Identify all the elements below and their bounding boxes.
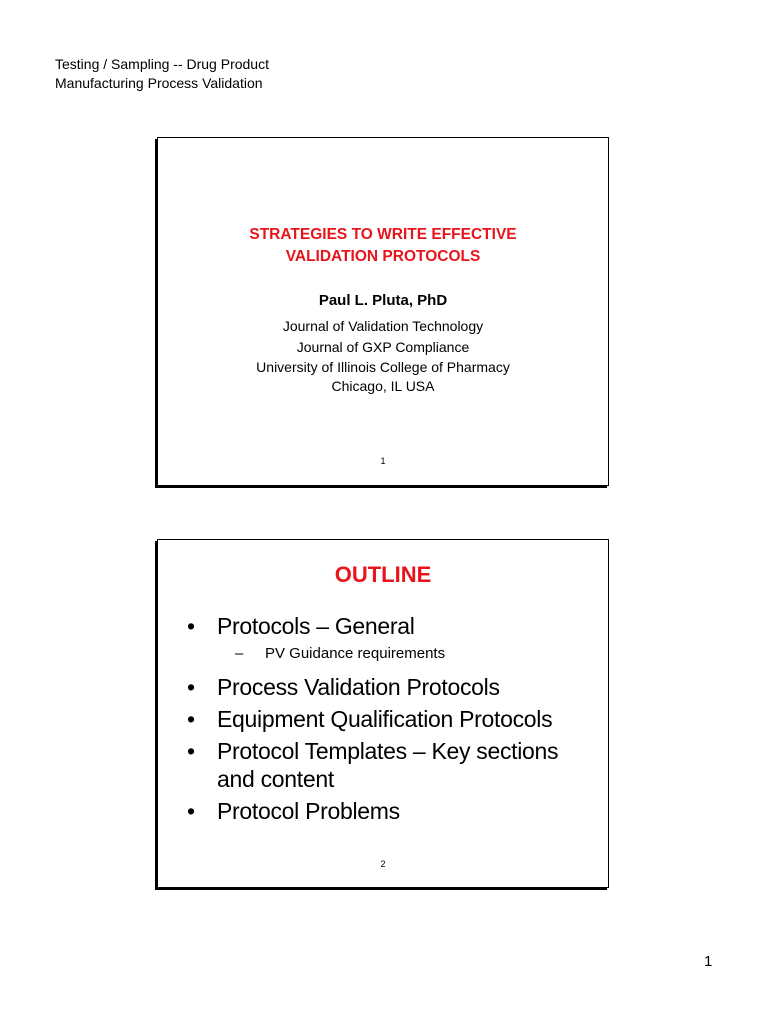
outline-subitem <box>185 645 595 663</box>
document-header <box>55 55 269 93</box>
outline-item <box>185 705 595 733</box>
bullet-icon: • <box>187 674 195 700</box>
outline-list <box>185 612 595 825</box>
header-line-1: Testing / Sampling -- Drug Product <box>55 56 269 72</box>
outline-item-text: Process Validation Protocols <box>217 674 500 700</box>
affiliation-line: Journal of GXP Compliance <box>296 339 470 355</box>
slide-1-number: 1 <box>380 456 386 466</box>
slide-1-author: Paul L. Pluta, PhD <box>318 292 448 309</box>
page-number: 1 <box>704 953 713 970</box>
bullet-icon: • <box>187 706 195 732</box>
outline-item-text: Protocols – General <box>217 613 415 639</box>
affiliation-line: Journal of Validation Technology <box>282 318 484 334</box>
outline-subitem-text: PV Guidance requirements <box>265 645 446 662</box>
affiliation-line: Chicago, IL USA <box>331 378 435 394</box>
slide-1 <box>157 137 609 486</box>
slide-1-affiliations <box>158 316 608 396</box>
slide-2-title: OUTLINE <box>334 562 432 587</box>
slide-1-title: STRATEGIES TO WRITE EFFECTIVE VALIDATION PROTOCOLS <box>249 226 517 265</box>
slide-2 <box>157 539 609 888</box>
affiliation-line: University of Illinois College of Pharmacy <box>256 359 510 375</box>
outline-item-text: Protocol Templates – Key sections and content <box>217 738 559 792</box>
outline-item <box>185 797 595 825</box>
bullet-icon: • <box>187 738 195 764</box>
outline-item <box>185 737 595 793</box>
outline-item-text: Protocol Problems <box>217 798 400 824</box>
outline-item-text: Equipment Qualification Protocols <box>217 706 553 732</box>
header-line-2: Manufacturing Process Validation <box>55 75 263 91</box>
bullet-icon: • <box>187 798 195 824</box>
outline-item <box>185 612 595 640</box>
dash-icon: – <box>235 645 244 662</box>
slide-2-number: 2 <box>380 859 386 869</box>
bullet-icon: • <box>187 613 195 639</box>
outline-item <box>185 673 595 701</box>
